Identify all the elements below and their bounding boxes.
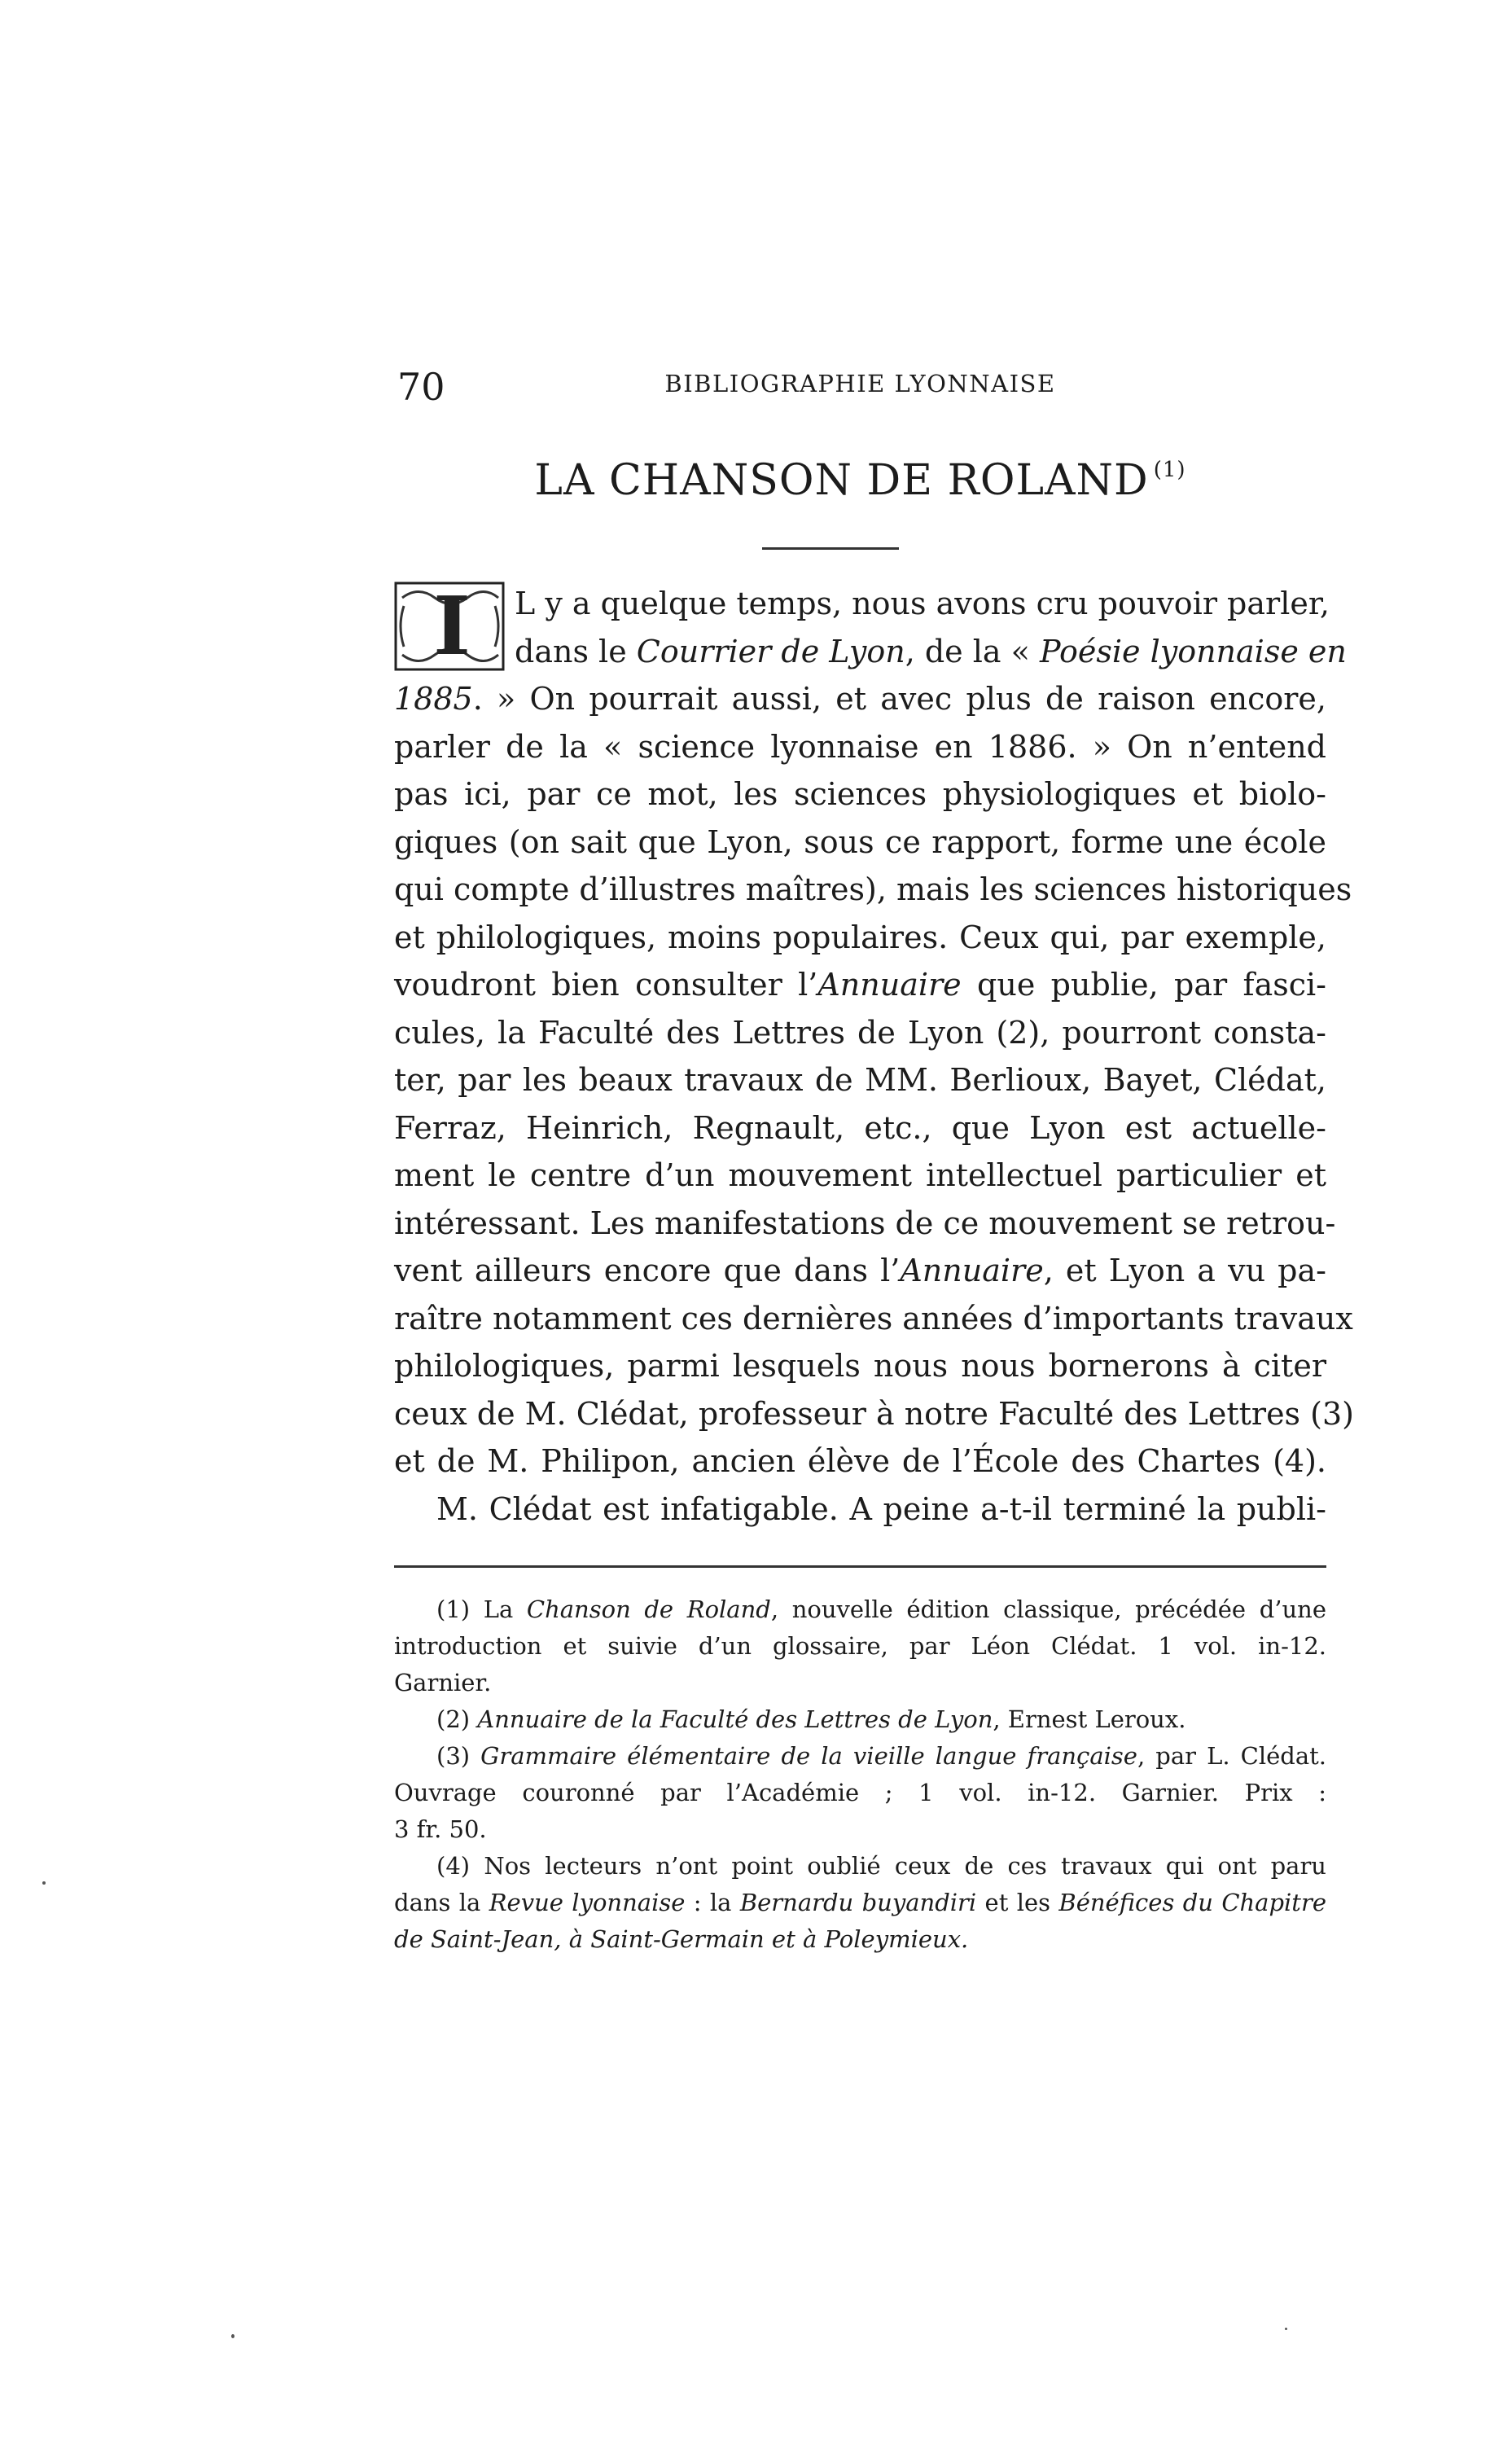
text-line: et de M. Philipon, ancien élève de l’École des Chartes (4). [394,1443,1326,1479]
text-line: ceux de M. Clédat, professeur à notre Faculté des Lettres (3) [394,1395,1354,1432]
drop-cap-ornament [394,580,505,674]
footnote-line: (3) Grammaire élémentaire de la vieille langue française, par L. Clédat. [436,1742,1327,1770]
text-line: raître notamment ces dernières années d’importants travaux [394,1300,1353,1336]
title-rule [762,547,899,550]
footnote-line: de Saint-Jean, à Saint-Germain et à Poleymieux. [394,1925,969,1953]
paper-speck [231,2334,234,2338]
running-head [394,365,1326,414]
text-line: ment le centre d’un mouvement intellectuel particulier et [394,1157,1326,1193]
text-line: pas ici, par ce mot, les sciences physiologiques et biolo- [394,776,1326,812]
paper-speck [42,1881,46,1885]
text-line: 1885. » On pourrait aussi, et avec plus de raison encore, [394,681,1326,717]
footnote-line: (4) Nos lecteurs n’ont point oublié ceux de ces travaux qui ont paru [436,1852,1326,1880]
text-line: ter, par les beaux travaux de MM. Berlioux, Bayet, Clédat, [394,1062,1326,1098]
body-text [394,580,1354,1533]
footnote-line: Ouvrage couronné par l’Académie ; 1 vol. in-12. Garnier. Prix : [394,1779,1326,1806]
paper-speck [1285,2328,1287,2330]
text-line: philologiques, parmi lesquels nous nous bornerons à citer [394,1348,1326,1384]
footnote-line: (1) La Chanson de Roland, nouvelle édition classique, précédée d’une [436,1595,1326,1623]
text-line: Ferraz, Heinrich, Regnault, etc., que Lyon est actuelle- [394,1109,1326,1146]
chapter-title-text: LA CHANSON DE ROLAND [534,456,1149,505]
page-number: 70 [397,365,445,409]
footnote-line: Garnier. [394,1669,492,1696]
chapter-title [394,456,1326,505]
footnotes [394,1591,1326,1958]
text-line: parler de la « science lyonnaise en 1886. » On n’entend [394,728,1326,765]
footnote-line: dans la Revue lyonnaise : la Bernardu buyandiri et les Bénéfices du Chapitre [394,1889,1326,1916]
text-line: cules, la Faculté des Lettres de Lyon (2), pourront consta- [394,1014,1326,1051]
text-line: L y a quelque temps, nous avons cru pouvoir parler, [515,586,1330,621]
footnote-line: (2) Annuaire de la Faculté des Lettres de Lyon, Ernest Leroux. [436,1705,1186,1733]
text-line: giques (on sait que Lyon, sous ce rapport, forme une école [394,823,1326,860]
running-title: BIBLIOGRAPHIE LYONNAISE [664,370,1056,397]
drop-cap-letter: I [433,580,471,674]
footnote-line: 3 fr. 50. [394,1815,487,1843]
text-line: M. Clédat est infatigable. A peine a-t-il terminé la publi- [436,1490,1326,1527]
footnote-line: introduction et suivie d’un glossaire, par Léon Clédat. 1 vol. in-12. [394,1632,1326,1660]
text-line: et philologiques, moins populaires. Ceux qui, par exemple, [394,919,1326,955]
chapter-note-ref: (1) [1153,458,1186,482]
text-line: vent ailleurs encore que dans l’Annuaire, et Lyon a vu pa- [394,1253,1326,1288]
text-line: voudront bien consulter l’Annuaire que publie, par fasci- [394,967,1326,1003]
text-line: qui compte d’illustres maîtres), mais les sciences historiques [394,871,1352,907]
footnote-rule [394,1565,1326,1568]
text-line: intéressant. Les manifestations de ce mouvement se retrou- [394,1205,1336,1241]
text-line: dans le Courrier de Lyon, de la « Poésie lyonnaise en [515,633,1347,669]
